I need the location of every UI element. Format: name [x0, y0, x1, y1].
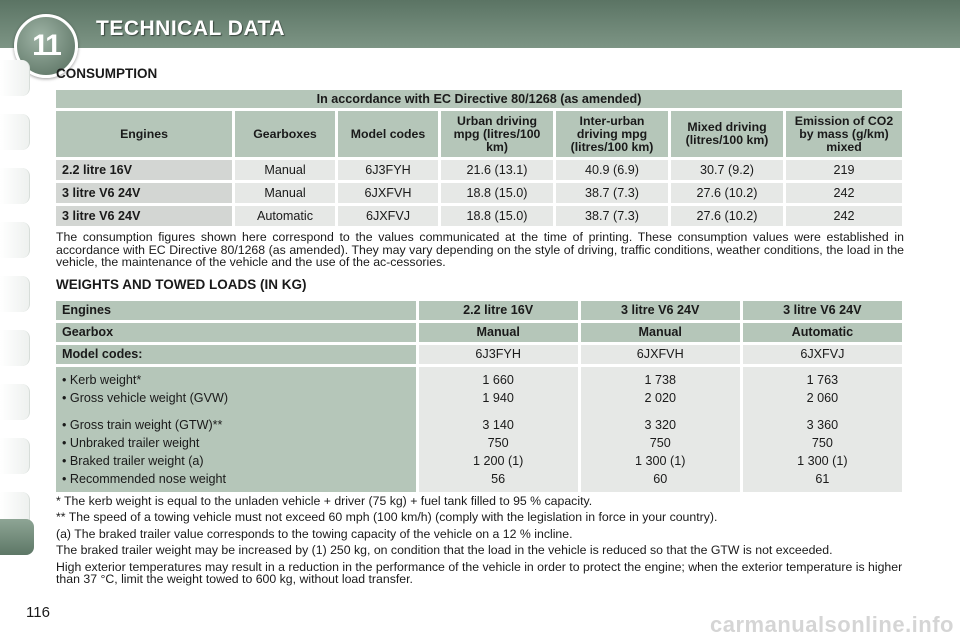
- table-row: [56, 301, 902, 320]
- page-title: TECHNICAL DATA: [96, 17, 285, 40]
- weight-value: 1 300 (1): [797, 453, 848, 468]
- row-label: Model codes:: [56, 345, 416, 364]
- table-cell: [419, 367, 578, 492]
- weights-title: WEIGHTS AND TOWED LOADS (IN KG): [56, 276, 307, 292]
- table-cell: 3 litre V6 24V: [581, 301, 740, 320]
- chapter-tab[interactable]: [0, 168, 30, 204]
- active-chapter-tab[interactable]: [0, 519, 34, 555]
- chapter-tab[interactable]: [0, 330, 30, 366]
- weight-label: • Kerb weight*: [62, 372, 142, 387]
- weight-value: 60: [653, 471, 668, 486]
- weight-label: • Braked trailer weight (a): [62, 453, 204, 468]
- consumption-title: CONSUMPTION: [56, 66, 158, 81]
- weight-value: 1 300 (1): [635, 453, 686, 468]
- column-header: Emission of CO2 by mass (g/km) mixed: [786, 111, 902, 157]
- weight-value: 750: [487, 435, 509, 450]
- table-cell: Automatic: [743, 323, 902, 342]
- footnotes: [56, 495, 904, 586]
- watermark: carmanualsonline.info: [710, 612, 954, 637]
- weight-value: 1 738: [644, 372, 676, 387]
- table-cell: [581, 367, 740, 492]
- weight-label: • Gross train weight (GTW)**: [62, 417, 223, 432]
- chapter-tab[interactable]: [0, 276, 30, 312]
- table-row: [56, 183, 902, 203]
- table-cell: 18.8 (15.0): [441, 183, 553, 203]
- table-row: [56, 345, 902, 364]
- footnote: (a) The braked trailer value corresponds to the towing capacity of the vehicle on a 12 % incline.: [56, 526, 573, 541]
- table-cell: 6J3FYH: [338, 160, 438, 180]
- weight-value: 750: [649, 435, 671, 450]
- page-content: [56, 62, 904, 590]
- table-cell: 40.9 (6.9): [556, 160, 668, 180]
- chapter-tab[interactable]: [0, 438, 30, 474]
- table-header-row: [56, 90, 902, 108]
- chapter-tabs: [0, 60, 30, 546]
- weight-value: 1 763: [806, 372, 839, 387]
- chapter-tab[interactable]: [0, 222, 30, 258]
- table-cell: 3 litre V6 24V: [56, 183, 232, 203]
- footnote: High exterior temperatures may result in a reduction in the performance of the vehicle in order to protect the engine; when the exterior temperature is higher than 37 °C, limit the weight towed to 600 kg, without load transfer.: [56, 559, 903, 586]
- table-cell: 6J3FYH: [419, 345, 578, 364]
- table-cell: 242: [786, 183, 902, 203]
- column-headers: [56, 111, 902, 157]
- weight-value: 2 060: [806, 390, 839, 405]
- weights-table: [53, 298, 905, 495]
- table-cell: Manual: [235, 183, 335, 203]
- table-cell: 6JXFVH: [581, 345, 740, 364]
- table-cell: 38.7 (7.3): [556, 206, 668, 226]
- consumption-note: The consumption figures shown here correspond to the values communicated at the time of printing. These consumption values were established in accordance with EC Directive 80/1268 (as amended). They may vary depending on the style of driving, traffic conditions, weather conditions, the load in the vehicle, the maintenance of the vehicle and the use of the ac-cessories.: [56, 230, 904, 269]
- weight-value: 3 140: [482, 417, 514, 432]
- chapter-tab[interactable]: [0, 384, 30, 420]
- page-number: 116: [26, 604, 50, 621]
- row-label: Engines: [56, 301, 416, 320]
- table-cell: 6JXFVJ: [743, 345, 902, 364]
- table-row: [56, 206, 902, 226]
- table-cell: 3 litre V6 24V: [56, 206, 232, 226]
- table-cell: 21.6 (13.1): [441, 160, 553, 180]
- weight-label: • Unbraked trailer weight: [62, 435, 200, 450]
- table-cell: Automatic: [235, 206, 335, 226]
- table-cell: 6JXFVJ: [338, 206, 438, 226]
- footnote: The braked trailer weight may be increased by (1) 250 kg, on condition that the load in the vehicle is reduced so that the GTW is not exceeded.: [56, 543, 833, 557]
- weight-value: 61: [815, 471, 830, 486]
- chapter-tab[interactable]: [0, 114, 30, 150]
- weight-value: 3 360: [806, 417, 839, 432]
- weight-value: 56: [491, 471, 506, 486]
- footnote: * The kerb weight is equal to the unladen vehicle + driver (75 kg) + fuel tank filled to 95 % capacity.: [56, 493, 593, 508]
- table-row: [56, 323, 902, 342]
- table-cell: 3 litre V6 24V: [743, 301, 902, 320]
- column-header: Model codes: [338, 111, 438, 157]
- weight-value: 1 200 (1): [472, 453, 524, 468]
- weight-label: • Recommended nose weight: [62, 471, 227, 486]
- weight-value: 3 320: [644, 417, 676, 432]
- table-cell: 242: [786, 206, 902, 226]
- table-cell: Manual: [419, 323, 578, 342]
- table-cell: 18.8 (15.0): [441, 206, 553, 226]
- row-label: [56, 367, 416, 492]
- table-cell: 27.6 (10.2): [671, 206, 783, 226]
- column-header: Inter-urban driving mpg (litres/100 km): [556, 111, 668, 157]
- table-cell: [743, 367, 902, 492]
- column-header: Mixed driving (litres/100 km): [671, 111, 783, 157]
- weight-label: • Gross vehicle weight (GVW): [62, 390, 229, 405]
- table-cell: 27.6 (10.2): [671, 183, 783, 203]
- table-cell: 6JXFVH: [338, 183, 438, 203]
- table-cell: Manual: [581, 323, 740, 342]
- weight-value: 1 940: [482, 390, 514, 405]
- column-header: Urban driving mpg (litres/100 km): [441, 111, 553, 157]
- footnote: ** The speed of a towing vehicle must not exceed 60 mph (100 km/h) (comply with the legislation in force in your country).: [56, 510, 718, 524]
- table-row: [56, 160, 902, 180]
- table-cell: 38.7 (7.3): [556, 183, 668, 203]
- table-cell: 30.7 (9.2): [671, 160, 783, 180]
- table-row: [56, 367, 902, 492]
- weight-value: 750: [811, 435, 833, 450]
- weight-value: 2 020: [644, 390, 676, 405]
- row-label: Gearbox: [56, 323, 416, 342]
- directive-heading: In accordance with EC Directive 80/1268 (as amended): [56, 90, 902, 108]
- weight-value: 1 660: [482, 372, 514, 387]
- chapter-number: 11: [32, 29, 60, 62]
- table-cell: 2.2 litre 16V: [419, 301, 578, 320]
- column-header: Gearboxes: [235, 111, 335, 157]
- consumption-table: [53, 87, 905, 229]
- table-cell: 219: [786, 160, 902, 180]
- table-cell: 2.2 litre 16V: [56, 160, 232, 180]
- chapter-tab[interactable]: [0, 60, 30, 96]
- column-header: Engines: [56, 111, 232, 157]
- table-cell: Manual: [235, 160, 335, 180]
